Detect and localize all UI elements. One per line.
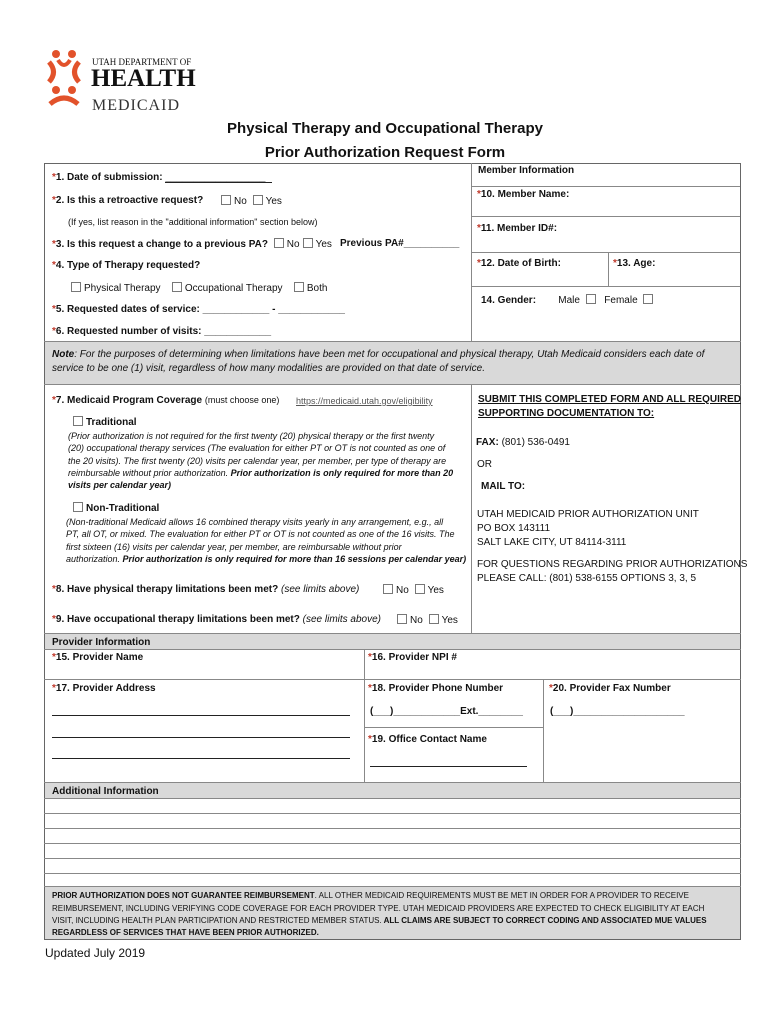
additional-line-4[interactable] [44,843,741,844]
mail-address-line2: PO BOX 143111 [477,523,551,534]
q4-type-of-therapy: *4. Type of Therapy requested? [52,260,201,271]
nontrad-line-4: authorization. Prior authorization is only required for more than 16 sessions per calendar year) [66,553,467,564]
disclaimer-line4: REGARDLESS OF SERVICES THAT HAVE BEEN PRIOR AUTHORIZED. [52,928,319,937]
trad-line-5: visits per calendar year) [68,480,172,491]
frame-right [740,163,741,940]
traditional-option: Traditional [70,416,137,429]
trad-line-1: (Prior authorization is not required for the first twenty (20) physical therapy or the first twenty [68,431,435,441]
previous-pa-field[interactable]: Previous PA#__________ [340,238,460,249]
additional-line-3[interactable] [44,828,741,829]
female-checkbox[interactable] [643,294,653,304]
office-contact-field[interactable] [370,766,527,767]
logo-line2: HEALTH [91,65,196,92]
q2-yes-checkbox[interactable] [253,195,263,205]
q6-number-of-visits[interactable]: *6. Requested number of visits: ____________ [52,326,272,337]
q3-change-pa: *3. Is this request a change to a previous PA? No Yes [52,239,332,250]
coverage-divider [471,384,472,633]
q15-provider-name[interactable]: *15. Provider Name [52,652,144,663]
q20-provider-fax: *20. Provider Fax Number [549,683,671,694]
member-row-line-3 [471,252,740,253]
q3-no-checkbox[interactable] [274,238,284,248]
q8-pt-limits: *8. Have physical therapy limitations been met? (see limits above) [52,584,360,595]
q11-member-id[interactable]: *11. Member ID#: [477,223,558,234]
trad-line-4: reimbursable without prior authorization. Prior authorization is only required for more than 20 [68,467,454,478]
q18-provider-phone: *18. Provider Phone Number [368,683,504,694]
q2-note: (If yes, list reason in the "additional information" section below) [68,217,318,227]
form-title-line1: Physical Therapy and Occupational Therapy [227,120,543,137]
logo-line3: MEDICAID [92,97,180,114]
q2-options: No Yes [218,195,282,208]
q16-provider-npi[interactable]: *16. Provider NPI # [368,652,457,663]
disclaimer-line3: VISIT, INCLUDING HEALTH PLAN PARTICIPATION AND RESTRICTED MEMBER STATUS. ALL CLAIMS ARE SUBJECT TO CORRECT CODING AND ASSOCIATED MUE VALUES [52,916,707,925]
ot-checkbox[interactable] [172,282,182,292]
health-logo [46,48,82,113]
trad-line-3: the 20 visits). The first twenty (20) visits per calendar year, per member, per type of therapy are [68,455,447,466]
additional-line-6[interactable] [44,873,741,874]
traditional-description [68,430,468,491]
q10-member-name[interactable]: *10. Member Name: [477,189,570,200]
q3-yes-checkbox[interactable] [303,238,313,248]
q19-office-contact: *19. Office Contact Name [368,734,487,745]
provider-phone-field[interactable]: (___)____________Ext.________ [370,706,523,717]
frame-left [44,163,45,940]
address-line-1[interactable] [52,715,350,716]
male-checkbox[interactable] [586,294,596,304]
provider-row-line [44,679,741,680]
additional-top-line [44,782,741,783]
submit-or: OR [477,459,492,470]
eligibility-link[interactable]: https://medicaid.utah.gov/eligibility [296,396,433,406]
contact-row-line [364,727,543,728]
additional-line-2[interactable] [44,813,741,814]
q9-no-checkbox[interactable] [397,614,407,624]
questions-line1: FOR QUESTIONS REGARDING PRIOR AUTHORIZATIONS [477,559,748,570]
note-top-line [44,341,741,342]
provider-col-divider-2 [543,679,544,782]
q9-options: No Yes [394,614,458,627]
address-line-3[interactable] [52,758,350,759]
additional-info-header: Additional Information [52,786,159,797]
disclaimer-line1: PRIOR AUTHORIZATION DOES NOT GUARANTEE REIMBURSEMENT. ALL OTHER MEDICAID REQUIREMENTS MUST BE MET IN ORDER FOR A PROVIDER TO RECEIVE [52,891,689,900]
member-info-header: Member Information [478,165,575,176]
q8-yes-checkbox[interactable] [415,584,425,594]
non-traditional-checkbox[interactable] [73,502,83,512]
nontrad-line-2: PT, all OT, or mixed. The evaluation for either PT or OT is not counted as one of the 16 visits. The [66,529,455,540]
submit-fax: FAX: (801) 536-0491 [476,437,570,448]
q2-no-checkbox[interactable] [221,195,231,205]
frame-top [44,163,741,164]
note-line2: service to be one (1) visit, regardless of how many modalities are provided on that date of service. [52,363,485,374]
provider-header-line [44,649,741,650]
trad-line-2: (20) occupational therapy services (The evaluation for either PT or OT is not counted as one of [68,443,446,454]
mail-address-line3: SALT LAKE CITY, UT 84114-3111 [477,537,627,548]
note-bottom-line [44,384,741,385]
address-line-2[interactable] [52,737,350,738]
q8-no-checkbox[interactable] [383,584,393,594]
q7-program-coverage: *7. Medicaid Program Coverage (must choose one) [52,395,280,406]
logo-figures-icon [46,48,82,108]
q4-options: Physical Therapy Occupational Therapy Both [68,282,327,295]
traditional-checkbox[interactable] [73,416,83,426]
questions-line2: PLEASE CALL: (801) 538-6155 OPTIONS 3, 3, 5 [477,573,697,584]
q13-age[interactable]: *13. Age: [613,258,656,269]
q12-date-of-birth[interactable]: *12. Date of Birth: [477,258,561,269]
provider-top-line [44,633,741,634]
provider-fax-field[interactable]: (___)____________________ [550,706,685,717]
note-line1: Note: For the purposes of determining when limitations have been met for occupational and physical therapy, Utah Medicaid considers each date of [52,349,705,360]
q8-options: No Yes [380,584,444,597]
provider-info-header: Provider Information [52,637,151,648]
disclaimer-line2: REIMBURSEMENT, INCLUDING VERIFYING CODE COVERAGE FOR EACH PROVIDER TYPE. UTAH MEDICAID PROVIDERS ARE EXPECTED TO CHECK ELIGIBILITY AT EACH [52,904,705,913]
q9-yes-checkbox[interactable] [429,614,439,624]
member-row-line-1 [471,186,740,187]
submit-header-line2: SUPPORTING DOCUMENTATION TO: [478,408,655,419]
pt-checkbox[interactable] [71,282,81,292]
logo-line1: UTAH DEPARTMENT OF [92,57,192,67]
mail-address-line1: UTAH MEDICAID PRIOR AUTHORIZATION UNIT [477,509,699,520]
disclaimer-top-line [44,886,741,887]
provider-col-divider-1 [364,649,365,782]
dob-age-divider [608,252,609,286]
q1-date-of-submission: *1. Date of submission: __________________ [52,172,266,183]
nontrad-line-3: first sixteen (16) visits per calendar year, per member, are reimbursable without prior [66,541,402,552]
submit-header-line1: SUBMIT THIS COMPLETED FORM AND ALL REQUIRED [478,394,741,405]
member-row-line-4 [471,286,740,287]
frame-bottom [44,939,741,940]
q2-retroactive: *2. Is this a retroactive request? [52,195,204,206]
updated-date: Updated July 2019 [45,946,146,960]
q9-ot-limits: *9. Have occupational therapy limitations been met? (see limits above) [52,614,381,625]
q17-provider-address: *17. Provider Address [52,683,156,694]
both-checkbox[interactable] [294,282,304,292]
additional-line-5[interactable] [44,858,741,859]
q5-dates-of-service[interactable]: *5. Requested dates of service: ____________ - ____________ [52,304,345,315]
date-submission-field[interactable] [165,182,272,183]
non-traditional-description [66,516,468,565]
non-traditional-option: Non-Traditional [70,502,159,515]
form-title-line2: Prior Authorization Request Form [264,144,506,161]
submit-mail-to: MAIL TO: [481,481,526,492]
nontrad-line-1: (Non-traditional Medicaid allows 16 combined therapy visits yearly in any arrangement, e.g., all [66,517,444,527]
q14-gender: 14. Gender: Male Female [481,294,656,307]
additional-line-1 [44,798,741,799]
member-row-line-2 [471,216,740,217]
